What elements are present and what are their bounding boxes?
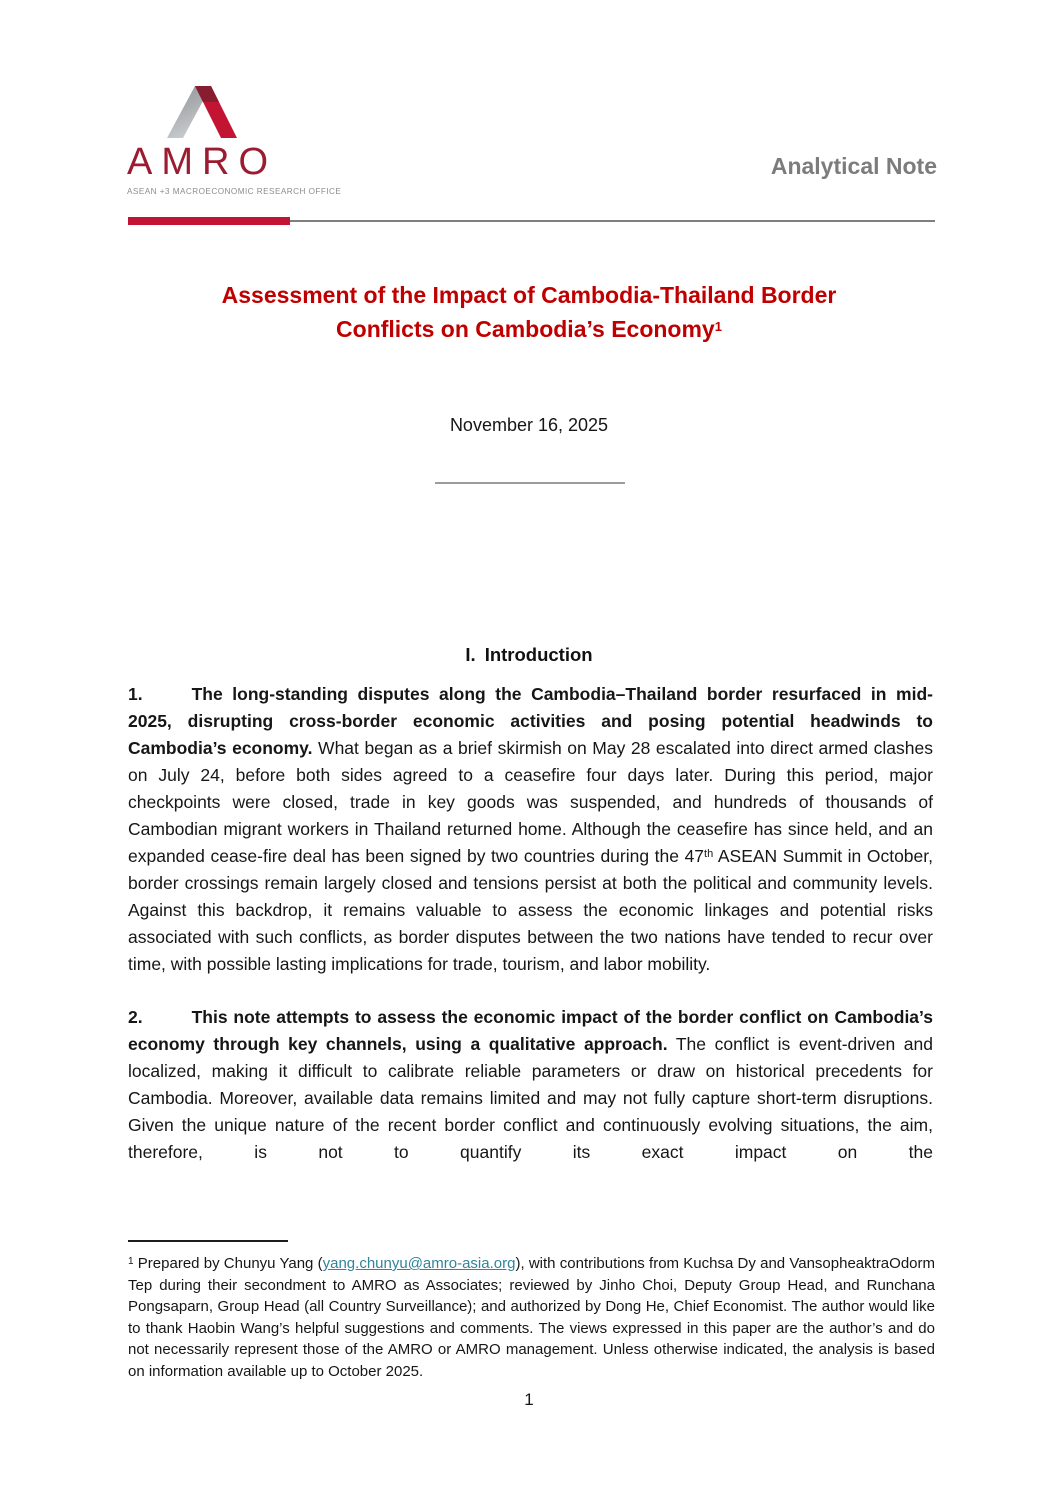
ordinal-superscript: th <box>704 848 714 860</box>
body-text <box>128 681 933 1166</box>
section-number: I. <box>465 644 476 665</box>
document-date: November 16, 2025 <box>449 415 609 435</box>
page-title <box>0 279 1058 345</box>
paragraph-2-text: The conflict is event-driven and localized, making it difficult to calibrate reliable parameters or draw on historical precedents for Cambodia. Moreover, available data remains limited and may not fully capture short-term disruptions. Given the unique nature of the recent border conflict and continuously evolving situations, the aim, therefore, is not to quantify its exact impact on the <box>128 1034 933 1162</box>
amro-logo <box>127 86 341 196</box>
footnote-divider <box>128 1240 288 1242</box>
header-rule <box>128 217 935 225</box>
paragraph-2 <box>128 1004 933 1166</box>
amro-mountain-icon <box>167 86 237 138</box>
footnote-text: Prepared by Chunyu Yang ( <box>133 1255 323 1272</box>
section-heading-introduction <box>0 644 1058 666</box>
paragraph-2-lead: This note attempts to assess the economic impact of the border conflict on Cambodia’s economy through key channels, using a qualitative approach. <box>128 1007 933 1054</box>
title-line1: Assessment of the Impact of Cambodia-Thailand Border <box>221 282 837 308</box>
header-rule-red-bar <box>128 217 290 225</box>
paragraph-1-lead: The long-standing disputes along the Cambodia–Thailand border resurfaced in mid-2025, disrupting cross-border economic activities and posing potential headwinds to Cambodia’s economy. <box>128 684 933 758</box>
page-number: 1 <box>524 1390 534 1409</box>
title-footnote-marker: 1 <box>714 319 722 334</box>
footnote <box>128 1253 935 1382</box>
paragraph-1-text: What began as a brief skirmish on May 28 escalated into direct armed clashes on July 24, before both sides agreed to a ceasefire four days later. During this period, major checkpoints were closed, trade in key goods was suspended, and hundreds of thousands of Cambodian migrant workers in Thailand returned home. Although the ceasefire has since held, and an expanded cease-fire deal has been signed by two countries during the 47 <box>128 738 933 866</box>
footnote-text-cont: ), with contributions from Kuchsa Dy and VansopheaktraOdorm Tep during their secondment to AMRO as Associates; reviewed by Jinho Choi, Deputy Group Head, and Runchana Pongsaparn, Group Head (all Country Surveillance); and authorized by Dong He, Chief Economist. The author would like to thank Haobin Wang’s helpful suggestions and comments. The views expressed in this paper are the author’s and do not necessarily represent those of the AMRO or AMRO management. Unless otherwise indicated, the analysis is based on information available up to October 2025. <box>128 1255 935 1380</box>
section-label: Introduction <box>484 644 593 665</box>
paragraph-1-number: 1. <box>128 684 143 704</box>
title-line2: Conflicts on Cambodia’s Economy <box>336 316 715 342</box>
logo-tagline: ASEAN +3 MACROECONOMIC RESEARCH OFFICE <box>127 187 342 196</box>
footnote-marker: 1 <box>128 1256 134 1267</box>
date-divider <box>435 482 625 484</box>
logo-brand-text: AMRO <box>127 141 277 183</box>
email-link[interactable]: yang.chunyu@amro-asia.org <box>322 1255 516 1272</box>
doc-type-label: Analytical Note <box>770 153 937 179</box>
header-rule-line <box>290 220 935 222</box>
paragraph-1-text-cont: ASEAN Summit in October, border crossings remain largely closed and tensions persist at both the political and community levels. Against this backdrop, it remains valuable to assess the economic linkages and potential risks associated with such conflicts, as border disputes between the two nations have tended to recur over time, with possible lasting implications for trade, tourism, and labor mobility. <box>128 846 933 974</box>
paragraph-1 <box>128 681 933 978</box>
paragraph-2-number: 2. <box>128 1007 143 1027</box>
